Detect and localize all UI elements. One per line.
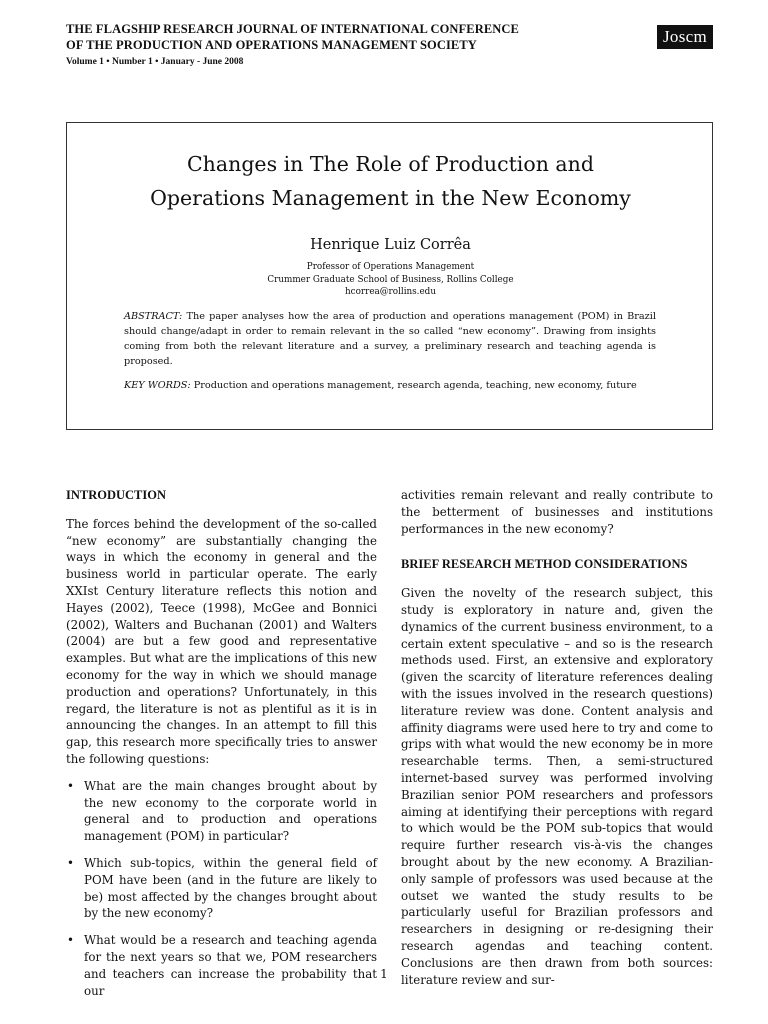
author-affiliation xyxy=(67,261,714,299)
list-item: • What would be a research and teaching agenda for the next years so that we, POM researchers and teachers can increase the probability that our xyxy=(66,932,377,999)
author-email: hcorrea@rollins.edu xyxy=(345,287,436,298)
abstract-label: ABSTRACT: xyxy=(124,311,183,322)
introduction-heading: INTRODUCTION xyxy=(66,488,167,502)
journal-header xyxy=(66,22,519,53)
keywords xyxy=(124,378,684,393)
keywords-label: KEY WORDS: xyxy=(124,380,191,391)
volume-info: Volume 1 • Number 1 • January - June 2008 xyxy=(66,57,244,67)
abstract xyxy=(124,309,656,369)
author-name: Henrique Luiz Corrêa xyxy=(310,237,471,253)
method-heading: BRIEF RESEARCH METHOD CONSIDERATIONS xyxy=(401,557,688,572)
method-paragraph: Given the novelty of the research subject, this study is exploratory in nature and, given the dynamics of the current business environment, to a certain extent speculative – and so is the research methods used. First, an extensive and exploratory (given the scarcity of literature references dealing with the issues involved in the research questions) literature review was done. Content analysis and affinity diagrams were used here to try and come to grips with what would the new economy be in more researchable terms. Then, a semi-structured internet-based survey was performed involving Brazilian senior POM researchers and professors aiming at identifying their perceptions with regard to which would be the POM sub-topics that would require further research vis-à-vis the changes brought about by the new economy. A Brazilian-only sample of professors was used because at the outset we wanted the study results to be particularly useful for Brazilian professors and researchers in designing or re-designing their research agendas and teaching content. Conclusions are then drawn from both sources: literature review and sur- xyxy=(401,586,713,987)
article-title xyxy=(67,147,714,215)
list-item: • Which sub-topics, within the general field of POM have been (and in the future are likely to be) most affected by the changes brought about by the new economy? xyxy=(66,855,377,922)
right-column xyxy=(401,487,713,988)
page-number: 1 xyxy=(380,967,388,981)
title-abstract-box xyxy=(66,122,713,430)
keywords-text: Production and operations management, research agenda, teaching, new economy, future xyxy=(190,380,637,391)
journal-title-line1: THE FLAGSHIP RESEARCH JOURNAL OF INTERNATIONAL CONFERENCE xyxy=(66,22,519,36)
affiliation-title: Professor of Operations Management xyxy=(306,262,475,272)
article-title-line1: Changes in The Role of Production and xyxy=(187,152,594,176)
journal-title-line2: OF THE PRODUCTION AND OPERATIONS MANAGEMENT SOCIETY xyxy=(66,37,477,52)
abstract-text: The paper analyses how the area of production and operations management (POM) in Brazil should change/adapt in order to remain relevant in the so called “new economy”. Drawing from insights coming from both the relevant literature and a survey, a preliminary research and teaching agenda is proposed. xyxy=(124,311,656,367)
article-title-line2: Operations Management in the New Economy xyxy=(150,186,631,210)
affiliation-school: Crummer Graduate School of Business, Rollins College xyxy=(267,274,514,285)
journal-logo: Joscm xyxy=(657,25,713,49)
continuation-paragraph: activities remain relevant and really contribute to the betterment of businesses and institutions performances in the new economy? xyxy=(401,488,713,536)
introduction-paragraph: The forces behind the development of the so-called “new economy” are substantially changing the ways in which the economy in general and the business world in particular operate. The early XXIst Century literature reflects this notion and Hayes (2002), Teece (1998), McGee and Bonnici (2002), Walters and Buchanan (2001) and Walters (2004) are but a few good and representative examples. But what are the implications of this new economy for the way in which we should manage production and operations? Unfortunately, in this regard, the literature is not as plentiful as it is in announcing the changes. In an attempt to fill this gap, this research more specifically tries to answer the following questions: xyxy=(66,516,377,766)
left-column xyxy=(66,487,377,1009)
list-item: • What are the main changes brought about by the new economy to the corporate world in general and to production and operations management (POM) in particular? xyxy=(66,778,377,845)
